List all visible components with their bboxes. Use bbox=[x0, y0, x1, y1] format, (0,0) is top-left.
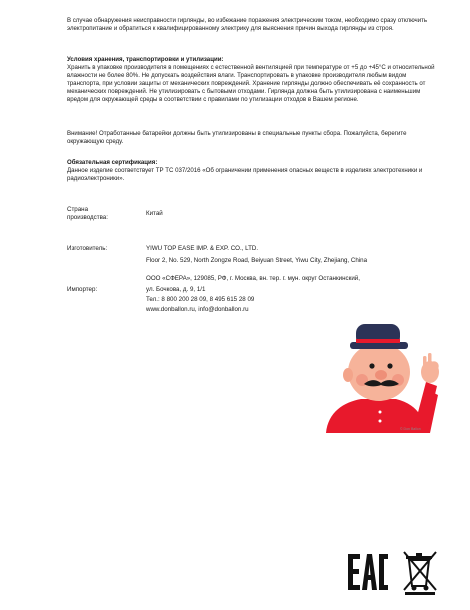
importer-line2: ул. Бочкова, д. 9, 1/1 bbox=[146, 286, 206, 293]
storage-paragraph: Хранить в упаковке производителя в помещениях с естественной вентиляцией при температуре от +5 до +45°С и относительной влажности не более 80%. Не допускать воздействия влаги. Транспортировать в упаковке производителя любым видом транспорта, при условии защиты от механических повреждений. Хранение гирлянды должно обеспечивать её сохранность от механических повреждений. Не утилизировать с бытовыми отходами. Гирлянда должна быть утилизирована с наименьшим вредом для окружающей среды в соответствии с правилами по утилизации отходов в Вашем регионе. bbox=[67, 64, 435, 103]
certification-heading: Обязательная сертификация: bbox=[67, 159, 158, 166]
manufacturer-label: Изготовитель: bbox=[67, 245, 108, 252]
certification-paragraph: Данное изделие соответствует ТР ТС 037/2016 «Об ограничении применения опасных веществ в изделиях электротехники и радиоэлектроники». bbox=[67, 167, 423, 182]
importer-contacts: www.donballon.ru, info@donballon.ru bbox=[146, 306, 249, 313]
mascot-caption: © Don Ballon bbox=[400, 427, 421, 431]
manufacturer-address: Floor 2, No. 529, North Zongze Road, Beiyuan Street, Yiwu City, Zhejiang, China bbox=[146, 257, 368, 264]
importer-line1: ООО «СФЕРА», 129085, РФ, г. Москва, вн. тер. г. мун. округ Останкинский, bbox=[146, 275, 360, 282]
manufacturer-name: YIWU TOP EASE IMP. & EXP. CO., LTD. bbox=[146, 245, 259, 252]
importer-label: Импортер: bbox=[67, 286, 98, 293]
mascot-illustration bbox=[316, 320, 441, 433]
origin-value: Китай bbox=[146, 210, 163, 217]
origin-label: Страна производства: bbox=[67, 206, 108, 221]
crossed-bin-icon bbox=[400, 548, 440, 596]
eac-mark-icon bbox=[346, 552, 390, 592]
storage-heading: Условия хранения, транспортировки и утилизации: bbox=[67, 56, 224, 63]
importer-phone: Тел.: 8 800 200 28 09, 8 495 615 28 09 bbox=[146, 296, 255, 303]
intro-paragraph: В случае обнаружения неисправности гирлянды, во избежание поражения электрическим током, необходимо сразу отключить электропитание и обратиться к квалифицированному электрику для выяснения причин выхода гирлянды из строя. bbox=[67, 17, 428, 32]
battery-note: Внимание! Отработанные батарейки должны быть утилизированы в специальные пункты сбора. Пожалуйста, берегите окружающую среду. bbox=[67, 130, 407, 145]
